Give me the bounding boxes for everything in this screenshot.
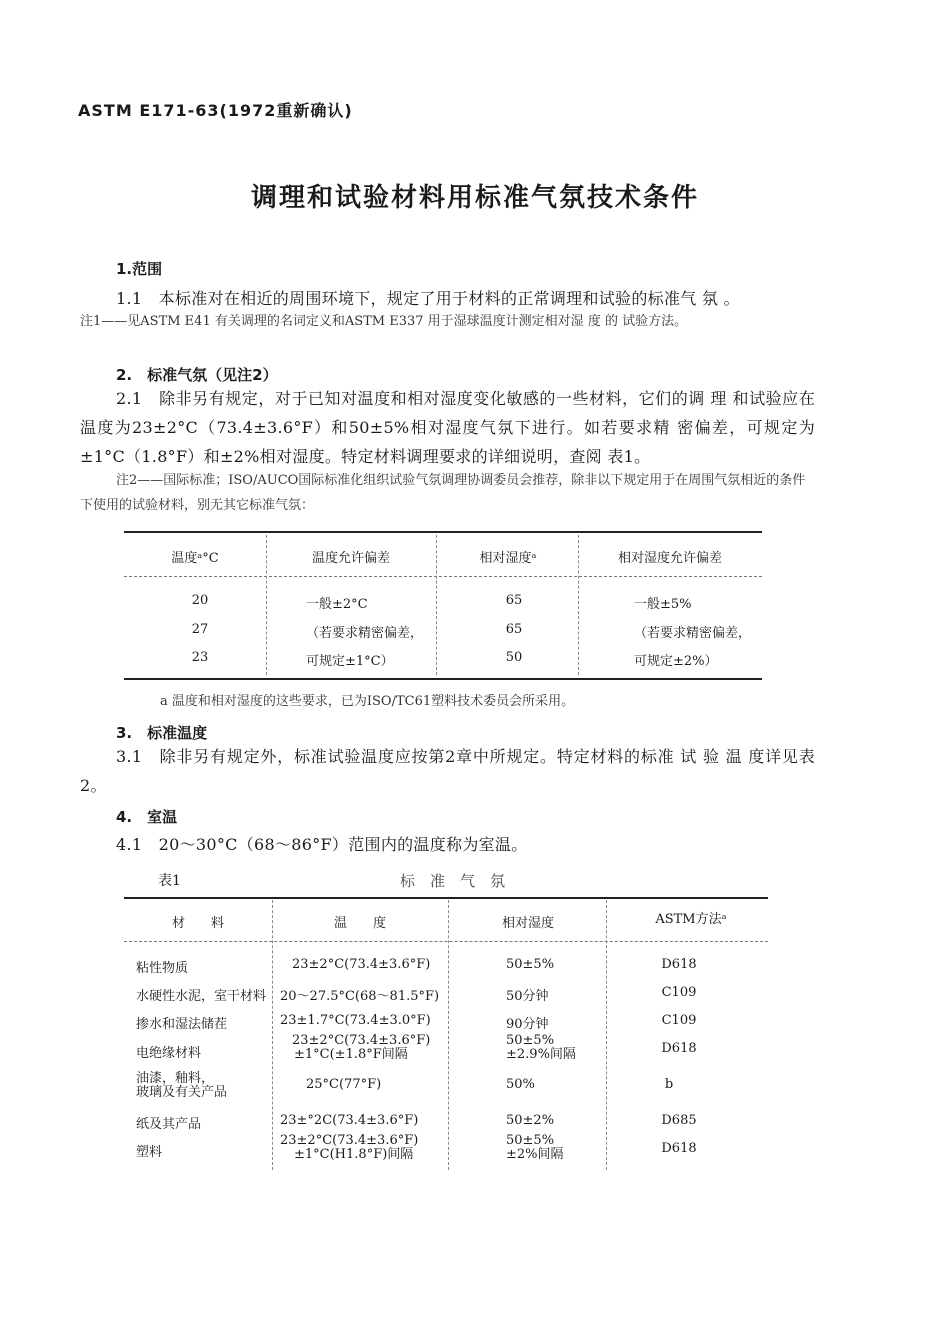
table-1-header-material: 材 料 xyxy=(171,916,224,931)
table-a-rh-cell: 65 xyxy=(505,622,523,637)
table-1-temp-cell: 23±°2C(73.4±3.6°F) xyxy=(280,1113,419,1128)
table-1-rh-cell: ±2.9%间隔 xyxy=(506,1047,576,1062)
table-a-col-divider xyxy=(266,535,267,675)
table-1-material-cell: 电绝缘材料 xyxy=(136,1046,202,1061)
table-1-material-cell: 纸及其产品 xyxy=(136,1117,202,1132)
table-1-header-temp: 温 度 xyxy=(333,916,386,931)
note-2: 注2——国际标准；ISO/AUCO国际标准化组织试验气氛调理协调委员会推荐，除非以下规定用于在周围气氛相近的条件下使用的试验材料，别无其它标准气氛： xyxy=(80,473,806,513)
table-a-bottom-rule xyxy=(124,678,762,680)
table-a-header-rh-tol: 相对湿度允许偏差 xyxy=(617,551,722,566)
table-1-method-cell: b xyxy=(664,1077,674,1092)
document-title: 调理和试验材料用标准气氛技术条件 xyxy=(250,183,699,213)
table-1-rh-cell: 50±2% xyxy=(506,1113,555,1128)
table-1-material-cell: 塑料 xyxy=(136,1145,163,1160)
document-header: ASTM E171-63(1972重新确认) xyxy=(78,101,353,120)
section-3-heading: 3. 标准温度 xyxy=(116,724,208,742)
table-1-material-cell: 油漆，釉料， xyxy=(136,1071,215,1086)
table-a-temp-tol-cell: （若要求精密偏差， xyxy=(306,626,424,641)
table-1-temp-cell: 23±2°C(73.4±3.6°F) xyxy=(292,957,431,972)
table-a-temp-cell: 20 xyxy=(191,593,209,608)
section-4-heading: 4. 室温 xyxy=(116,808,178,826)
table-a-rh-tol-cell: 可规定±2%） xyxy=(634,654,718,669)
paragraph-4-1: 4.1 20～30°C（68～86°F）范围内的温度称为室温。 xyxy=(116,835,528,854)
table-a-temp-tol-cell: 一般±2°C xyxy=(306,597,368,612)
table-1-temp-cell: ±1°C(±1.8°F间隔 xyxy=(294,1047,408,1062)
table-a-rh-cell: 65 xyxy=(505,593,523,608)
table-1-method-cell: C109 xyxy=(661,985,697,1000)
table-1-temp-cell: ±1°C(H1.8°F)间隔 xyxy=(294,1147,414,1162)
table-1-rh-cell: ±2%间隔 xyxy=(506,1147,564,1162)
table-1-temp-cell: 25°C(77°F) xyxy=(306,1077,382,1092)
table-1-material-cell: 粘性物质 xyxy=(136,961,189,976)
table-a-temp-cell: 27 xyxy=(191,622,209,637)
paragraph-3-1: 3.1 除非另有规定外，标准试验温度应按第2章中所规定。特定材料的标准 试 验 温 度详见表2。 xyxy=(80,747,815,795)
table-a-top-rule xyxy=(124,531,762,533)
paragraph-2-1: 2.1 除非另有规定，对于已知对温度和相对湿度变化敏感的一些材料，它们的调 理 和试验应在温度为23±2°C（73.4±3.6°F）和50±5%相对湿度气氛下进行。如若要求精 密偏差，可规定为±1°C（1.8°F）和±2%相对湿度。特定材料调理要求的详细说明，查阅 表1。 xyxy=(80,389,815,466)
table-1-rh-cell: 50% xyxy=(506,1077,535,1092)
table-1-method-cell: D618 xyxy=(661,1141,697,1156)
table-1-temp-cell: 23±2°C(73.4±3.6°F) xyxy=(280,1133,419,1148)
table-1-header-method: ASTM方法ᵃ xyxy=(655,912,727,927)
table-1-label: 表1 xyxy=(158,873,181,889)
table-1-method-cell: C109 xyxy=(661,1013,697,1028)
table-1-rh-cell: 90分钟 xyxy=(506,1017,549,1032)
table-a-rh-tol-cell: 一般±5% xyxy=(634,597,692,612)
section-1-heading: 1.范围 xyxy=(116,260,163,278)
table-1-header-rh: 相对湿度 xyxy=(501,916,554,931)
table-a-header-temp: 温度ᵃ°C xyxy=(171,551,219,566)
table-a-footnote: a 温度和相对湿度的这些要求，已为ISO/TC61塑料技术委员会所采用。 xyxy=(160,694,575,709)
table-1-method-cell: D618 xyxy=(661,1041,697,1056)
table-1-material-cell: 玻璃及有关产品 xyxy=(136,1085,228,1100)
paragraph-1-1: 1.1 本标准对在相近的周围环境下，规定了用于材料的正常调理和试验的标准气 氛 。 xyxy=(116,289,740,308)
table-1-col-divider xyxy=(606,900,607,1170)
table-1-rh-cell: 50分钟 xyxy=(506,989,549,1004)
table-1-rh-cell: 50±5% xyxy=(506,1133,555,1148)
table-1-temp-cell: 23±2°C(73.4±3.6°F) xyxy=(292,1033,431,1048)
table-a-temp-tol-cell: 可规定±1°C） xyxy=(306,654,394,669)
table-1-method-cell: D685 xyxy=(661,1113,697,1128)
table-1-top-rule xyxy=(124,897,768,899)
table-1-caption: 标 准 气 氛 xyxy=(400,872,506,890)
table-1-material-cell: 水硬性水泥，室干材料 xyxy=(136,989,267,1004)
table-1-rh-cell: 50±5% xyxy=(506,957,555,972)
table-1-material-cell: 掺水和湿法储茬 xyxy=(136,1017,228,1032)
section-2-heading: 2. 标准气氛（见注2） xyxy=(116,366,278,384)
table-1-temp-cell: 20～27.5°C(68～81.5°F) xyxy=(280,989,440,1004)
table-1-col-divider xyxy=(448,900,449,1170)
note-1: 注1——见ASTM E41 有关调理的名词定义和ASTM E337 用于湿球温度计测定相对湿 度 的 试验方法。 xyxy=(80,314,688,329)
table-a-header-temp-tol: 温度允许偏差 xyxy=(311,551,390,566)
table-a-header-rule xyxy=(124,576,762,577)
table-a-header-rh: 相对湿度ᵃ xyxy=(479,551,537,566)
table-1-rh-cell: 50±5% xyxy=(506,1033,555,1048)
table-a-col-divider xyxy=(436,535,437,675)
table-1-col-divider xyxy=(272,900,273,1170)
table-a-rh-tol-cell: （若要求精密偏差， xyxy=(634,626,752,641)
table-1-header-rule xyxy=(124,941,768,942)
table-a-rh-cell: 50 xyxy=(505,650,523,665)
table-a-temp-cell: 23 xyxy=(191,650,209,665)
table-1-method-cell: D618 xyxy=(661,957,697,972)
table-1-temp-cell: 23±1.7°C(73.4±3.0°F) xyxy=(280,1013,431,1028)
